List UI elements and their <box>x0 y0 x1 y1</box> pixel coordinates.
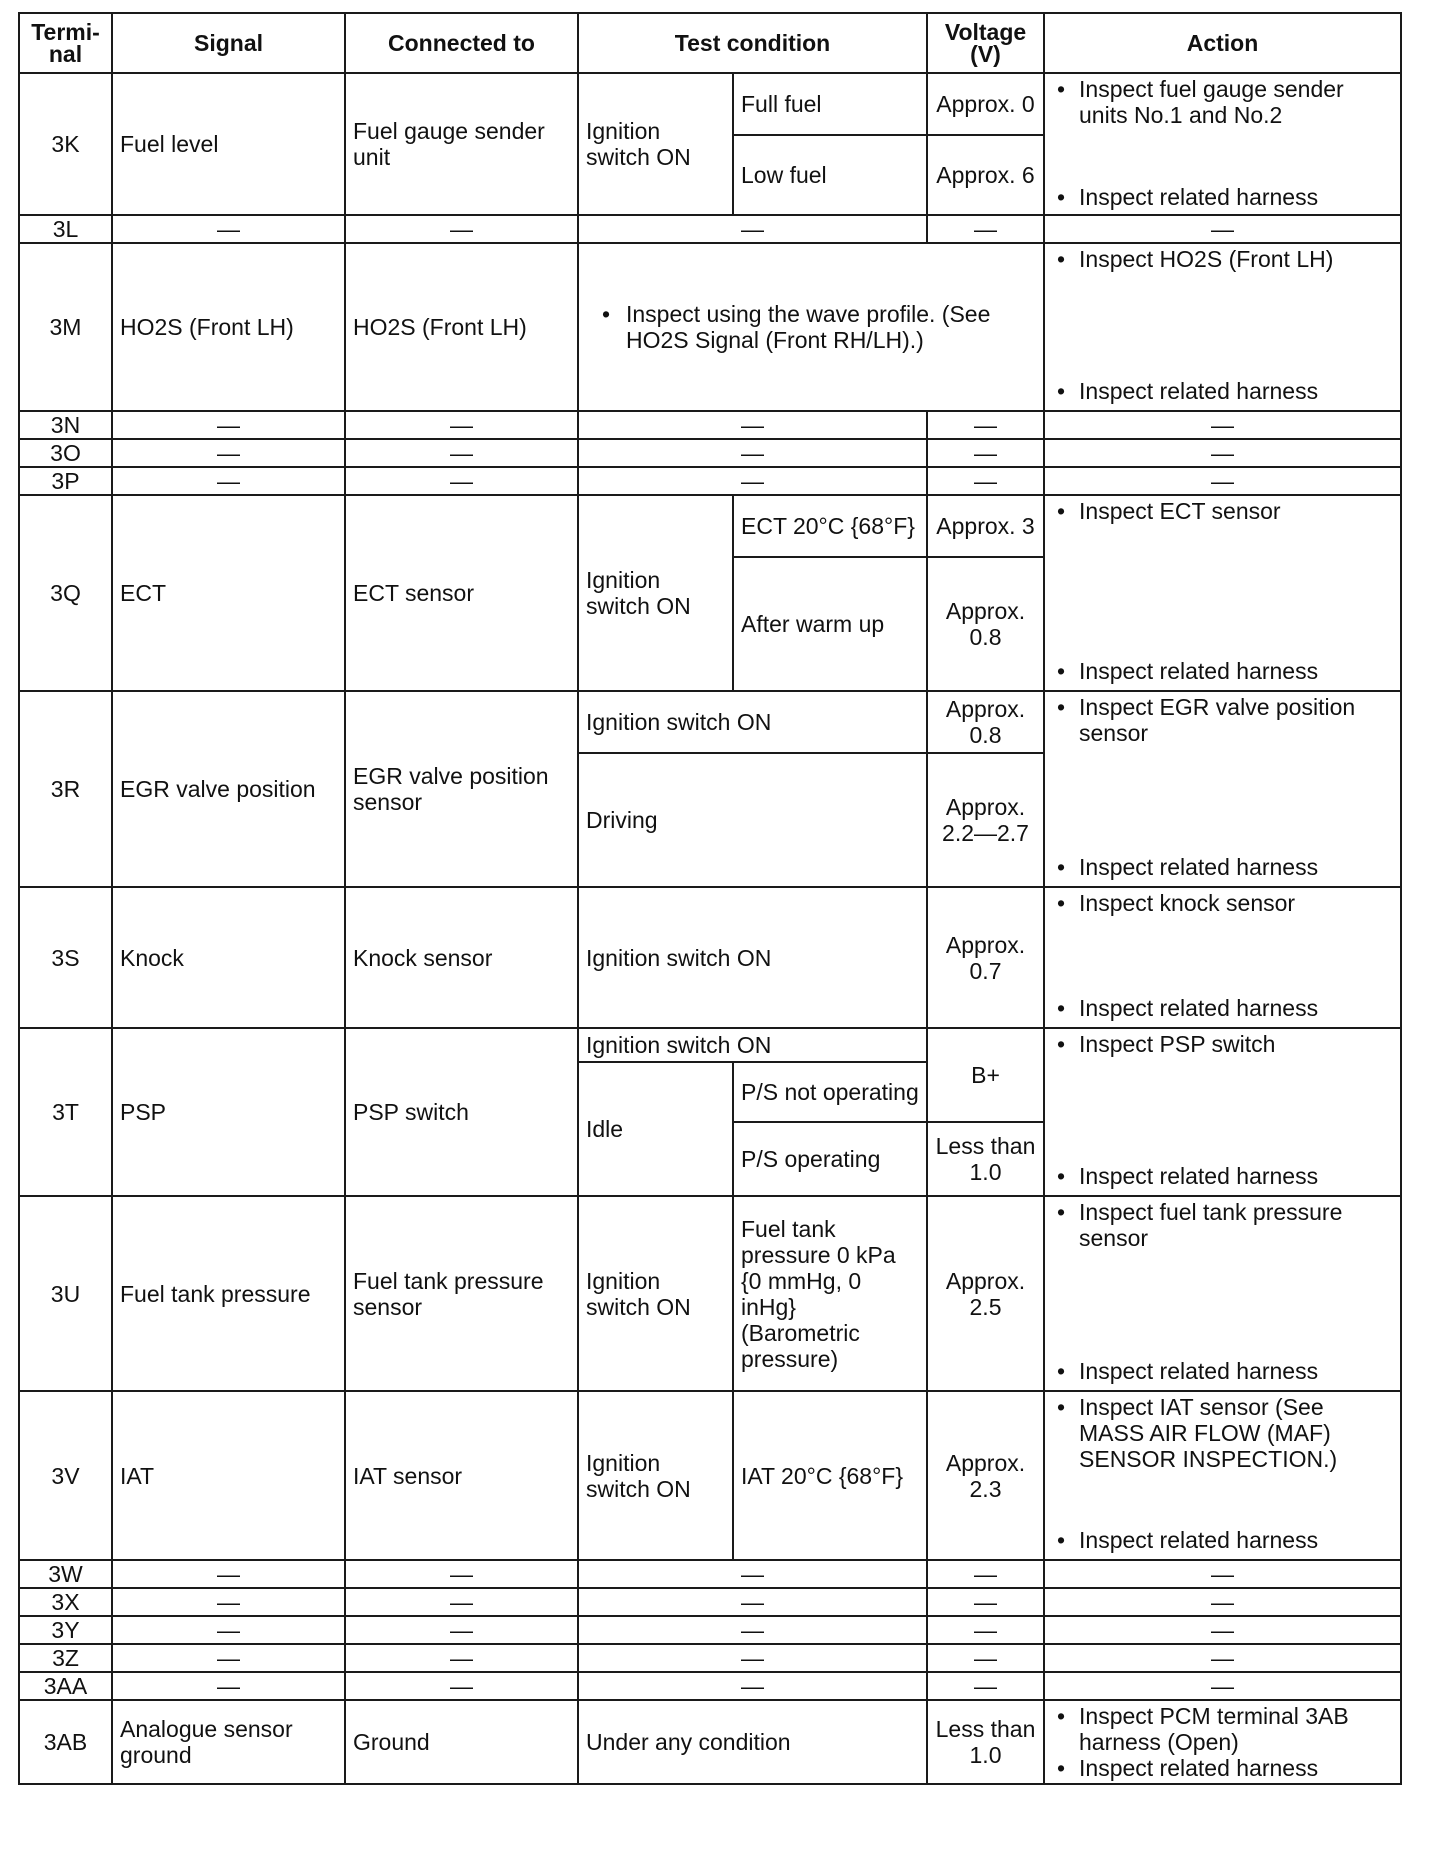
signal-cell: Fuel tank pressure <box>112 1196 345 1391</box>
voltage-cell: Approx. 6 <box>927 135 1044 215</box>
table-row <box>19 1028 1401 1062</box>
header-row <box>19 13 1401 73</box>
condition-cell: Ignition switch ON <box>578 495 733 691</box>
dash-cell: — <box>112 1672 345 1700</box>
table-row <box>19 467 1401 495</box>
terminal-cell: 3S <box>19 887 112 1028</box>
dash-cell: — <box>345 1672 578 1700</box>
condition-cell: Idle <box>578 1062 733 1196</box>
action-item: • Inspect IAT sensor (See MASS AIR FLOW (MAF) SENSOR INSPECTION.) <box>1051 1394 1394 1472</box>
subcondition-cell: Fuel tank pressure 0 kPa {0 mmHg, 0 inHg} (Barometric pressure) <box>733 1196 927 1391</box>
terminal-cell: 3T <box>19 1028 112 1196</box>
terminal-cell: 3N <box>19 411 112 439</box>
dash-cell: — <box>112 1588 345 1616</box>
condition-cell: Ignition switch ON <box>578 691 927 753</box>
signal-cell: IAT <box>112 1391 345 1560</box>
action-item: • Inspect related harness <box>1051 184 1394 210</box>
dash-cell: — <box>1044 467 1401 495</box>
condition-cell <box>578 243 1044 411</box>
table-row <box>19 1196 1401 1391</box>
dash-cell: — <box>112 439 345 467</box>
connected-cell: Fuel tank pressure sensor <box>345 1196 578 1391</box>
signal-cell: PSP <box>112 1028 345 1196</box>
voltage-cell: Less than 1.0 <box>927 1700 1044 1784</box>
table-row <box>19 495 1401 557</box>
voltage-cell: Approx. 0.7 <box>927 887 1044 1028</box>
dash-cell: — <box>927 215 1044 243</box>
table-row <box>19 887 1401 1028</box>
dash-cell: — <box>1044 1672 1401 1700</box>
terminal-cell: 3V <box>19 1391 112 1560</box>
signal-cell: Analogue sensor ground <box>112 1700 345 1784</box>
action-cell <box>1044 691 1401 887</box>
action-item: • Inspect related harness <box>1051 854 1394 880</box>
action-cell <box>1044 887 1401 1028</box>
dash-cell: — <box>112 1616 345 1644</box>
dash-cell: — <box>578 1672 927 1700</box>
dash-cell: — <box>345 1588 578 1616</box>
action-item: • Inspect related harness <box>1051 995 1394 1021</box>
table-row <box>19 243 1401 411</box>
terminal-cell: 3X <box>19 1588 112 1616</box>
dash-cell: — <box>345 1644 578 1672</box>
condition-note: • Inspect using the wave profile. (See HO2S Signal (Front RH/LH).) <box>596 301 1030 353</box>
table-row <box>19 215 1401 243</box>
action-item: • Inspect PCM terminal 3AB harness (Open) <box>1051 1703 1394 1755</box>
action-item: • Inspect HO2S (Front LH) <box>1051 246 1394 272</box>
action-cell <box>1044 1391 1401 1560</box>
condition-cell: Driving <box>578 753 927 887</box>
voltage-cell: Less than 1.0 <box>927 1122 1044 1196</box>
header-test-condition: Test condition <box>578 13 927 73</box>
dash-cell: — <box>578 439 927 467</box>
signal-cell: Fuel level <box>112 73 345 215</box>
dash-cell: — <box>927 1616 1044 1644</box>
terminal-cell: 3P <box>19 467 112 495</box>
subcondition-cell: P/S not operating <box>733 1062 927 1122</box>
signal-cell: EGR valve position <box>112 691 345 887</box>
table-row <box>19 411 1401 439</box>
condition-cell: Ignition switch ON <box>578 1196 733 1391</box>
terminal-cell: 3L <box>19 215 112 243</box>
subcondition-cell: After warm up <box>733 557 927 691</box>
subcondition-cell: P/S operating <box>733 1122 927 1196</box>
dash-cell: — <box>1044 1644 1401 1672</box>
pcm-terminal-voltage-table <box>18 12 1402 1785</box>
subcondition-cell: ECT 20°C {68°F} <box>733 495 927 557</box>
dash-cell: — <box>112 215 345 243</box>
voltage-cell: Approx. 0 <box>927 73 1044 135</box>
dash-cell: — <box>345 215 578 243</box>
signal-cell: HO2S (Front LH) <box>112 243 345 411</box>
table-row <box>19 1700 1401 1784</box>
terminal-cell: 3O <box>19 439 112 467</box>
dash-cell: — <box>345 1616 578 1644</box>
terminal-cell: 3Y <box>19 1616 112 1644</box>
dash-cell: — <box>927 439 1044 467</box>
terminal-cell: 3AA <box>19 1672 112 1700</box>
header-signal: Signal <box>112 13 345 73</box>
condition-cell: Ignition switch ON <box>578 887 927 1028</box>
dash-cell: — <box>112 1560 345 1588</box>
action-item: • Inspect related harness <box>1051 658 1394 684</box>
dash-cell: — <box>112 411 345 439</box>
connected-cell: IAT sensor <box>345 1391 578 1560</box>
dash-cell: — <box>578 215 927 243</box>
voltage-cell: Approx. 2.2—2.7 <box>927 753 1044 887</box>
table-row <box>19 691 1401 753</box>
action-item: • Inspect knock sensor <box>1051 890 1394 916</box>
dash-cell: — <box>578 1616 927 1644</box>
connected-cell: EGR valve position sensor <box>345 691 578 887</box>
dash-cell: — <box>345 467 578 495</box>
connected-cell: PSP switch <box>345 1028 578 1196</box>
action-item: • Inspect PSP switch <box>1051 1031 1394 1057</box>
terminal-cell: 3Q <box>19 495 112 691</box>
signal-cell: ECT <box>112 495 345 691</box>
terminal-cell: 3M <box>19 243 112 411</box>
action-item: • Inspect related harness <box>1051 378 1394 404</box>
table-row <box>19 1391 1401 1560</box>
subcondition-cell: Low fuel <box>733 135 927 215</box>
table-row <box>19 439 1401 467</box>
dash-cell: — <box>112 467 345 495</box>
action-cell <box>1044 1196 1401 1391</box>
connected-cell: Ground <box>345 1700 578 1784</box>
voltage-cell: Approx. 0.8 <box>927 691 1044 753</box>
dash-cell: — <box>345 1560 578 1588</box>
dash-cell: — <box>1044 1588 1401 1616</box>
voltage-cell: Approx. 0.8 <box>927 557 1044 691</box>
action-item: • Inspect fuel gauge sender units No.1 and No.2 <box>1051 76 1394 128</box>
voltage-cell: B+ <box>927 1028 1044 1122</box>
dash-cell: — <box>927 467 1044 495</box>
header-terminal: Termi- nal <box>19 13 112 73</box>
terminal-cell: 3K <box>19 73 112 215</box>
dash-cell: — <box>927 1588 1044 1616</box>
terminal-cell: 3R <box>19 691 112 887</box>
action-cell <box>1044 495 1401 691</box>
dash-cell: — <box>1044 411 1401 439</box>
voltage-cell: Approx. 2.3 <box>927 1391 1044 1560</box>
table-row <box>19 1588 1401 1616</box>
terminal-cell: 3Z <box>19 1644 112 1672</box>
action-item: • Inspect EGR valve position sensor <box>1051 694 1394 746</box>
voltage-cell: Approx. 2.5 <box>927 1196 1044 1391</box>
action-item: • Inspect related harness <box>1051 1527 1394 1553</box>
subcondition-cell: IAT 20°C {68°F} <box>733 1391 927 1560</box>
terminal-cell: 3AB <box>19 1700 112 1784</box>
action-item: • Inspect ECT sensor <box>1051 498 1394 524</box>
dash-cell: — <box>578 467 927 495</box>
table-row <box>19 1644 1401 1672</box>
table-row <box>19 1616 1401 1644</box>
action-item: • Inspect related harness <box>1051 1163 1394 1189</box>
terminal-cell: 3W <box>19 1560 112 1588</box>
connected-cell: Fuel gauge sender unit <box>345 73 578 215</box>
action-item: • Inspect fuel tank pressure sensor <box>1051 1199 1394 1251</box>
header-connected-to: Connected to <box>345 13 578 73</box>
terminal-cell: 3U <box>19 1196 112 1391</box>
dash-cell: — <box>1044 1560 1401 1588</box>
dash-cell: — <box>578 411 927 439</box>
action-cell <box>1044 73 1401 215</box>
header-voltage: Voltage (V) <box>927 13 1044 73</box>
table-row <box>19 1672 1401 1700</box>
condition-cell: Under any condition <box>578 1700 927 1784</box>
dash-cell: — <box>345 439 578 467</box>
action-cell <box>1044 1028 1401 1196</box>
dash-cell: — <box>927 1644 1044 1672</box>
signal-cell: Knock <box>112 887 345 1028</box>
header-action: Action <box>1044 13 1401 73</box>
dash-cell: — <box>927 1560 1044 1588</box>
dash-cell: — <box>1044 1616 1401 1644</box>
dash-cell: — <box>112 1644 345 1672</box>
dash-cell: — <box>1044 439 1401 467</box>
table-row <box>19 1560 1401 1588</box>
dash-cell: — <box>1044 215 1401 243</box>
terminal-table-container <box>18 12 1400 1785</box>
voltage-cell: Approx. 3 <box>927 495 1044 557</box>
connected-cell: Knock sensor <box>345 887 578 1028</box>
dash-cell: — <box>927 411 1044 439</box>
connected-cell: ECT sensor <box>345 495 578 691</box>
table-row <box>19 73 1401 135</box>
subcondition-cell: Full fuel <box>733 73 927 135</box>
dash-cell: — <box>578 1588 927 1616</box>
action-item: • Inspect related harness <box>1051 1755 1394 1781</box>
condition-cell: Ignition switch ON <box>578 73 733 215</box>
connected-cell: HO2S (Front LH) <box>345 243 578 411</box>
dash-cell: — <box>927 1672 1044 1700</box>
dash-cell: — <box>578 1560 927 1588</box>
dash-cell: — <box>578 1644 927 1672</box>
dash-cell: — <box>345 411 578 439</box>
condition-cell: Ignition switch ON <box>578 1391 733 1560</box>
action-cell <box>1044 243 1401 411</box>
condition-cell: Ignition switch ON <box>578 1028 927 1062</box>
action-item: • Inspect related harness <box>1051 1358 1394 1384</box>
action-cell <box>1044 1700 1401 1784</box>
